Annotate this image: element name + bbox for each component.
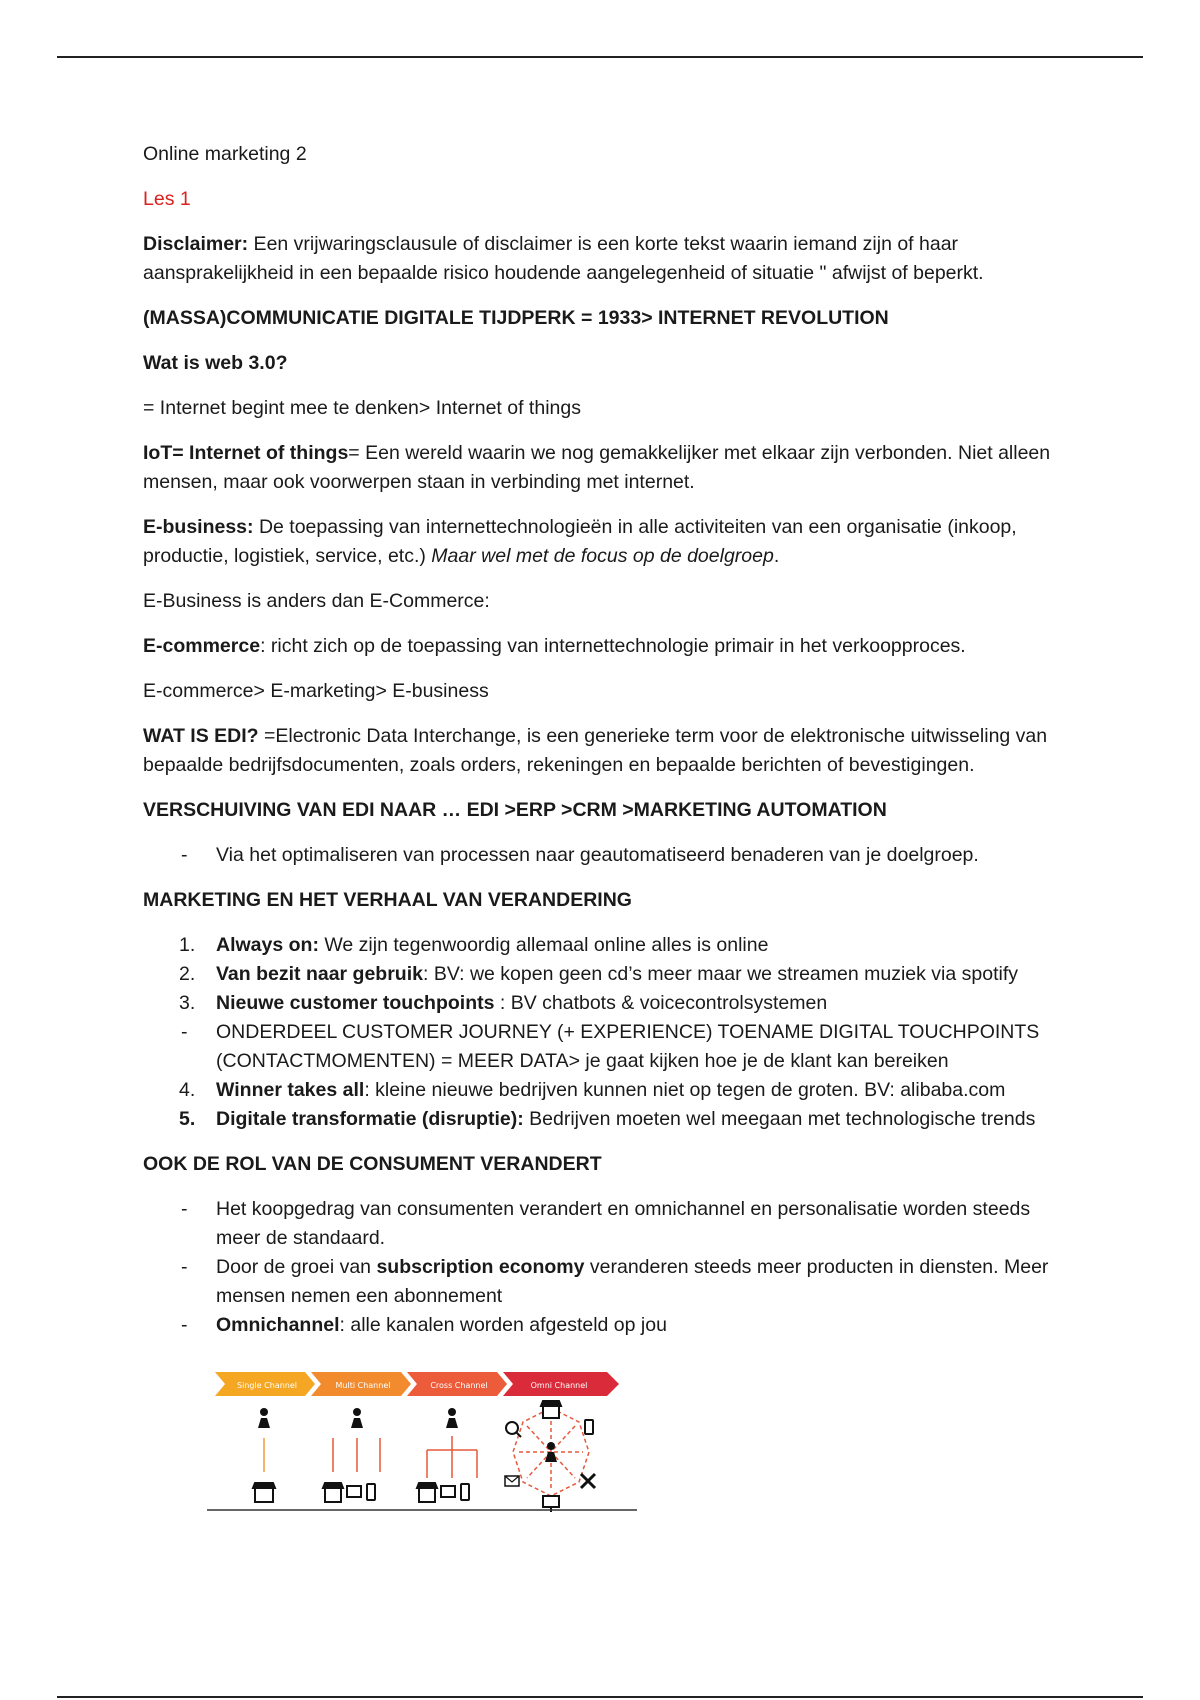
- chevron-label: Omni Channel: [530, 1381, 588, 1390]
- iot-paragraph: [143, 439, 1063, 497]
- phone-icon: [585, 1420, 593, 1434]
- verhaal-list: [143, 931, 1063, 1134]
- tools-icon: [581, 1474, 595, 1488]
- item-pre: Door de groei van: [216, 1256, 377, 1278]
- list-marker: 4.: [179, 1079, 196, 1101]
- store-icon: [417, 1483, 437, 1502]
- heading-verschuiving: VERSCHUIVING VAN EDI NAAR … EDI >ERP >CRM >MARKETING AUTOMATION: [143, 799, 887, 821]
- item-term: Nieuwe customer touchpoints: [216, 992, 495, 1014]
- list-item: [143, 1253, 1063, 1311]
- item-term: Digitale transformatie (disruptie):: [216, 1108, 524, 1130]
- item-term: Omnichannel: [216, 1314, 340, 1336]
- footer-rule: [57, 1696, 1143, 1698]
- ebusiness-vs: E-Business is anders dan E-Commerce:: [143, 590, 490, 612]
- ebusiness-text: De toepassing van internettechnologieën in alle activiteiten van een organisatie (inkoop, productie, logistiek, service, etc.): [143, 516, 1017, 567]
- iot-text: = Een wereld waarin we nog gemakkelijker met elkaar zijn verbonden. Niet alleen mensen, maar ook voorwerpen staan in verbinding met internet.: [143, 442, 1051, 493]
- ebusiness-term: E-business:: [143, 516, 254, 538]
- list-item: [143, 989, 1063, 1018]
- header-rule: [57, 56, 1143, 58]
- list-item: [143, 841, 1063, 870]
- person-icon: [446, 1408, 458, 1428]
- list-marker: 5.: [179, 1108, 196, 1130]
- chevron-label: Cross Channel: [430, 1381, 488, 1390]
- monitor-icon: [441, 1486, 455, 1497]
- item-text: : BV chatbots & voicecontrolsystemen: [494, 992, 828, 1014]
- person-icon: [351, 1408, 363, 1428]
- chain-text: E-commerce> E-marketing> E-business: [143, 680, 489, 702]
- item-text: ONDERDEEL CUSTOMER JOURNEY (+ EXPERIENCE) TOENAME DIGITAL TOUCHPOINTS (CONTACTMOMENTEN) = MEER DATA> je gaat kijken hoe je de klant kan bereiken: [216, 1021, 1040, 1072]
- item-term: Always on:: [216, 934, 319, 956]
- list-item: [143, 931, 1063, 960]
- iot-term: IoT= Internet of things: [143, 442, 349, 464]
- bullet-dash: -: [181, 1314, 188, 1336]
- item-pre: Het koopgedrag van consumenten verandert en omnichannel en personalisatie worden steeds meer de standaard.: [216, 1198, 1031, 1249]
- monitor-icon: [543, 1496, 559, 1507]
- item-post: veranderen steeds meer producten in diensten. Meer mensen nemen een abonnement: [216, 1256, 1049, 1307]
- heading-verhaal: MARKETING EN HET VERHAAL VAN VERANDERING: [143, 889, 632, 911]
- heading-consument: OOK DE ROL VAN DE CONSUMENT VERANDERT: [143, 1153, 602, 1175]
- heading-web3: Wat is web 3.0?: [143, 352, 288, 374]
- item-term: Van bezit naar gebruik: [216, 963, 423, 985]
- lesson-label: Les 1: [143, 188, 191, 210]
- phone-icon: [461, 1484, 469, 1500]
- bullet-dash: -: [181, 844, 188, 866]
- store-icon: [323, 1483, 343, 1502]
- doc-title: Online marketing 2: [143, 143, 307, 165]
- ecommerce-term: E-commerce: [143, 635, 261, 657]
- list-item: [143, 1076, 1063, 1105]
- list-marker: 1.: [179, 934, 196, 956]
- person-icon: [258, 1408, 270, 1428]
- ebusiness-paragraph: [143, 513, 1063, 571]
- channel-diagram: [207, 1362, 637, 1532]
- ebusiness-end: .: [773, 545, 780, 567]
- ecommerce-text: : richt zich op de toepassing van internettechnologie primair in het verkoopproces.: [260, 635, 966, 657]
- item-term: Winner takes all: [216, 1079, 365, 1101]
- item-text: Bedrijven moeten wel meegaan met technologische trends: [523, 1108, 1036, 1130]
- list-marker: -: [181, 1021, 188, 1043]
- item-text: We zijn tegenwoordig allemaal online alles is online: [318, 934, 769, 956]
- disclaimer-term: Disclaimer:: [143, 233, 249, 255]
- list-marker: 2.: [179, 963, 196, 985]
- ecommerce-paragraph: [143, 632, 1063, 661]
- item-text: : BV: we kopen geen cd’s meer maar we streamen muziek via spotify: [422, 963, 1019, 985]
- store-icon: [253, 1483, 275, 1502]
- item-term: subscription economy: [376, 1256, 585, 1278]
- list-marker: 3.: [179, 992, 196, 1014]
- item-post: : alle kanalen worden afgesteld op jou: [339, 1314, 667, 1336]
- bullet-dash: -: [181, 1256, 188, 1278]
- list-item: [143, 1018, 1063, 1076]
- ebusiness-italic: Maar wel met de focus op de doelgroep: [431, 545, 774, 567]
- edi-term: WAT IS EDI?: [143, 725, 259, 747]
- heading-massa: (MASSA)COMMUNICATIE DIGITALE TIJDPERK = 1933> INTERNET REVOLUTION: [143, 307, 889, 329]
- verschuiving-list: [143, 841, 1063, 870]
- web3-text: = Internet begint mee te denken> Internet of things: [143, 397, 581, 419]
- chevron-label: Single Channel: [237, 1381, 297, 1390]
- verschuiving-bullet: Via het optimaliseren van processen naar geautomatiseerd benaderen van je doelgroep.: [216, 844, 979, 866]
- list-item: [143, 1195, 1063, 1253]
- document-body: [143, 140, 1063, 1532]
- list-item: [143, 1105, 1063, 1134]
- disclaimer-text: Een vrijwaringsclausule of disclaimer is een korte tekst waarin iemand zijn of haar aansprakelijkheid in een bepaalde risico houdende aangelegenheid of situatie " afwijst of beperkt.: [143, 233, 984, 284]
- chevron-label: Multi Channel: [335, 1381, 391, 1390]
- edi-paragraph: [143, 722, 1063, 780]
- consument-list: [143, 1195, 1063, 1340]
- monitor-icon: [347, 1486, 361, 1497]
- store-icon: [541, 1401, 561, 1418]
- edi-text: =Electronic Data Interchange, is een generieke term voor de elektronische uitwisseling van bepaalde bedrijfsdocumenten, zoals orders, rekeningen en bepaalde berichten of bevestigingen.: [143, 725, 1048, 776]
- list-item: [143, 1311, 1063, 1340]
- phone-icon: [367, 1484, 375, 1500]
- list-item: [143, 960, 1063, 989]
- bullet-dash: -: [181, 1198, 188, 1220]
- omnichannel-figure: [207, 1362, 637, 1532]
- connector-line: [427, 1436, 477, 1478]
- disclaimer-paragraph: [143, 230, 1063, 288]
- item-text: : kleine nieuwe bedrijven kunnen niet op tegen de groten. BV: alibaba.com: [364, 1079, 1006, 1101]
